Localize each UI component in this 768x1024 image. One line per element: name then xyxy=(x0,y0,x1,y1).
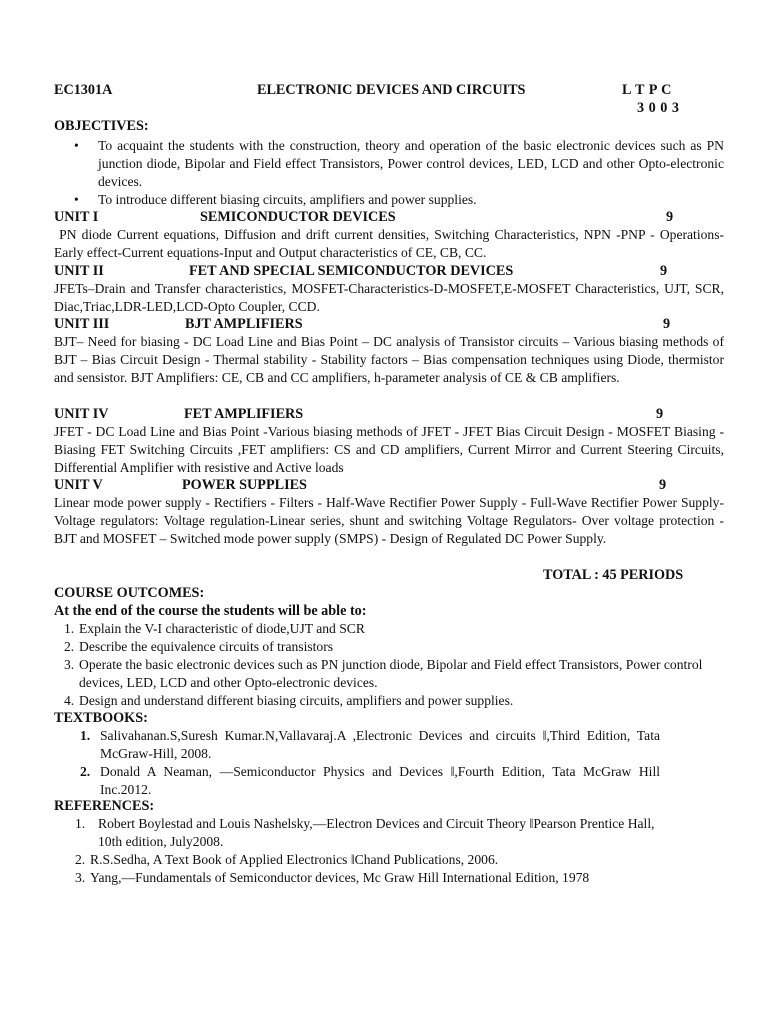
unit-5-hours: 9 xyxy=(659,477,667,493)
reference-text: Yang,―Fundamentals of Semiconductor devices, Mc Graw Hill International Edition, 1978 xyxy=(90,870,590,885)
textbook-number: 2. xyxy=(80,764,91,779)
textbook-text: Salivahanan.S,Suresh Kumar.N,Vallavaraj.A ,Electronic Devices and circuits ‖,Third Edition, Tata McGraw-Hill, 2008. xyxy=(100,728,660,761)
outcome-number: 2. xyxy=(64,639,75,654)
ltpc-label: L T P C xyxy=(622,82,672,98)
reference-text: R.S.Sedha, A Text Book of Applied Electronics ‖Chand Publications, 2006. xyxy=(90,852,499,867)
unit-1-content: PN diode Current equations, Diffusion and drift current densities, Switching Characteristics, NPN -PNP - Operations-Early effect-Current equations-Input and Output characteristics of CE, CB, CC. xyxy=(54,227,725,260)
unit-1-label: UNIT I xyxy=(54,209,99,225)
textbook-item xyxy=(80,727,660,763)
course-code: EC1301A xyxy=(54,82,113,98)
textbook-number: 1. xyxy=(80,728,91,743)
objectives-heading: OBJECTIVES: xyxy=(54,118,149,134)
unit-2-content: JFETs–Drain and Transfer characteristics, MOSFET-Characteristics-D-MOSFET,E-MOSFET Characteristics, UJT, SCR, Diac,Triac,LDR-LED,LCD-Opto Coupler, CCD. xyxy=(54,281,724,314)
outcomes-intro: At the end of the course the students will be able to: xyxy=(54,603,367,619)
ltpc-values: 3 0 0 3 xyxy=(637,100,680,116)
unit-4-hours: 9 xyxy=(656,406,664,422)
outcome-number: 1. xyxy=(64,621,75,636)
unit-5-content: Linear mode power supply - Rectifiers - Filters - Half-Wave Rectifier Power Supply - Full-Wave Rectifier Power Supply-Voltage regulators: Voltage regulation-Linear series, shunt and switching Voltage Regulators- Over voltage protection - BJT and MOSFET – Switched mode power supply (SMPS) - Design of Regulated DC Power Supply. xyxy=(54,495,724,546)
outcome-text: Operate the basic electronic devices such as PN junction diode, Bipolar and Field effect Transistors, Power control devices, LED, LCD and other Opto-electronic devices. xyxy=(79,657,703,690)
total-periods: TOTAL : 45 PERIODS xyxy=(543,567,684,583)
outcome-item xyxy=(64,656,704,692)
reference-number: 2. xyxy=(75,852,86,867)
outcomes-list xyxy=(64,620,704,710)
outcome-text: Design and understand different biasing circuits, amplifiers and power supplies. xyxy=(79,693,514,708)
unit-3-label: UNIT III xyxy=(54,316,110,332)
unit-2-title: FET AND SPECIAL SEMICONDUCTOR DEVICES xyxy=(189,263,514,279)
unit-1-title: SEMICONDUCTOR DEVICES xyxy=(200,209,396,225)
unit-1-hours: 9 xyxy=(666,209,674,225)
textbooks-heading: TEXTBOOKS: xyxy=(54,710,148,726)
unit-5-title: POWER SUPPLIES xyxy=(182,477,307,493)
unit-5-label: UNIT V xyxy=(54,477,103,493)
bullet-icon: • xyxy=(74,192,79,207)
outcomes-heading: COURSE OUTCOMES: xyxy=(54,585,205,601)
textbook-item xyxy=(80,763,660,799)
objective-item xyxy=(54,191,724,209)
objectives-list xyxy=(54,137,724,209)
outcome-text: Explain the V-I characteristic of diode,UJT and SCR xyxy=(79,621,365,636)
references-heading: REFERENCES: xyxy=(54,798,155,814)
reference-number: 1. xyxy=(75,816,86,831)
outcome-item xyxy=(64,692,704,710)
outcome-number: 3. xyxy=(64,657,75,672)
course-title: ELECTRONIC DEVICES AND CIRCUITS xyxy=(257,82,526,98)
references-list xyxy=(75,815,675,887)
textbooks-list xyxy=(80,727,660,799)
bullet-icon: • xyxy=(74,138,79,153)
unit-4-title: FET AMPLIFIERS xyxy=(184,406,304,422)
outcome-number: 4. xyxy=(64,693,75,708)
outcome-item xyxy=(64,620,704,638)
textbook-text: Donald A Neaman, ―Semiconductor Physics and Devices ‖,Fourth Edition, Tata McGraw Hill Inc.2012. xyxy=(100,764,660,797)
unit-4-content: JFET - DC Load Line and Bias Point -Various biasing methods of JFET - JFET Bias Circuit Design - MOSFET Biasing - Biasing FET Switching Circuits ,FET amplifiers: CS and CD amplifiers, Current Mirror and Current Steering Circuits, Differential Amplifier with resistive and Active loads xyxy=(54,424,724,475)
reference-item xyxy=(75,815,675,851)
outcome-text: Describe the equivalence circuits of transistors xyxy=(79,639,334,654)
reference-number: 3. xyxy=(75,870,86,885)
reference-item xyxy=(75,851,675,869)
unit-3-content: BJT– Need for biasing - DC Load Line and Bias Point – DC analysis of Transistor circuits – Various biasing methods of BJT – Bias Circuit Design - Thermal stability - Stability factors – Bias compensation techniques using Diode, thermistor and sensistor. BJT Amplifiers: CE, CB and CC amplifiers, h-parameter analysis of CE & CB amplifiers. xyxy=(54,334,724,385)
unit-4-label: UNIT IV xyxy=(54,406,109,422)
objective-text: To acquaint the students with the construction, theory and operation of the basic electronic devices such as PN junction diode, Bipolar and Field effect Transistors, Power control devices, LED, LCD and other Opto-electronic devices. xyxy=(98,138,724,189)
objective-item xyxy=(54,137,724,191)
unit-3-hours: 9 xyxy=(663,316,671,332)
unit-2-label: UNIT II xyxy=(54,263,104,279)
outcome-item xyxy=(64,638,704,656)
objective-text: To introduce different biasing circuits, amplifiers and power supplies. xyxy=(98,192,477,207)
unit-3-title: BJT AMPLIFIERS xyxy=(185,316,303,332)
unit-2-hours: 9 xyxy=(660,263,668,279)
reference-text: Robert Boylestad and Louis Nashelsky,―Electron Devices and Circuit Theory ‖Pearson Prentice Hall, 10th edition, July2008. xyxy=(98,816,655,849)
reference-item xyxy=(75,869,675,887)
